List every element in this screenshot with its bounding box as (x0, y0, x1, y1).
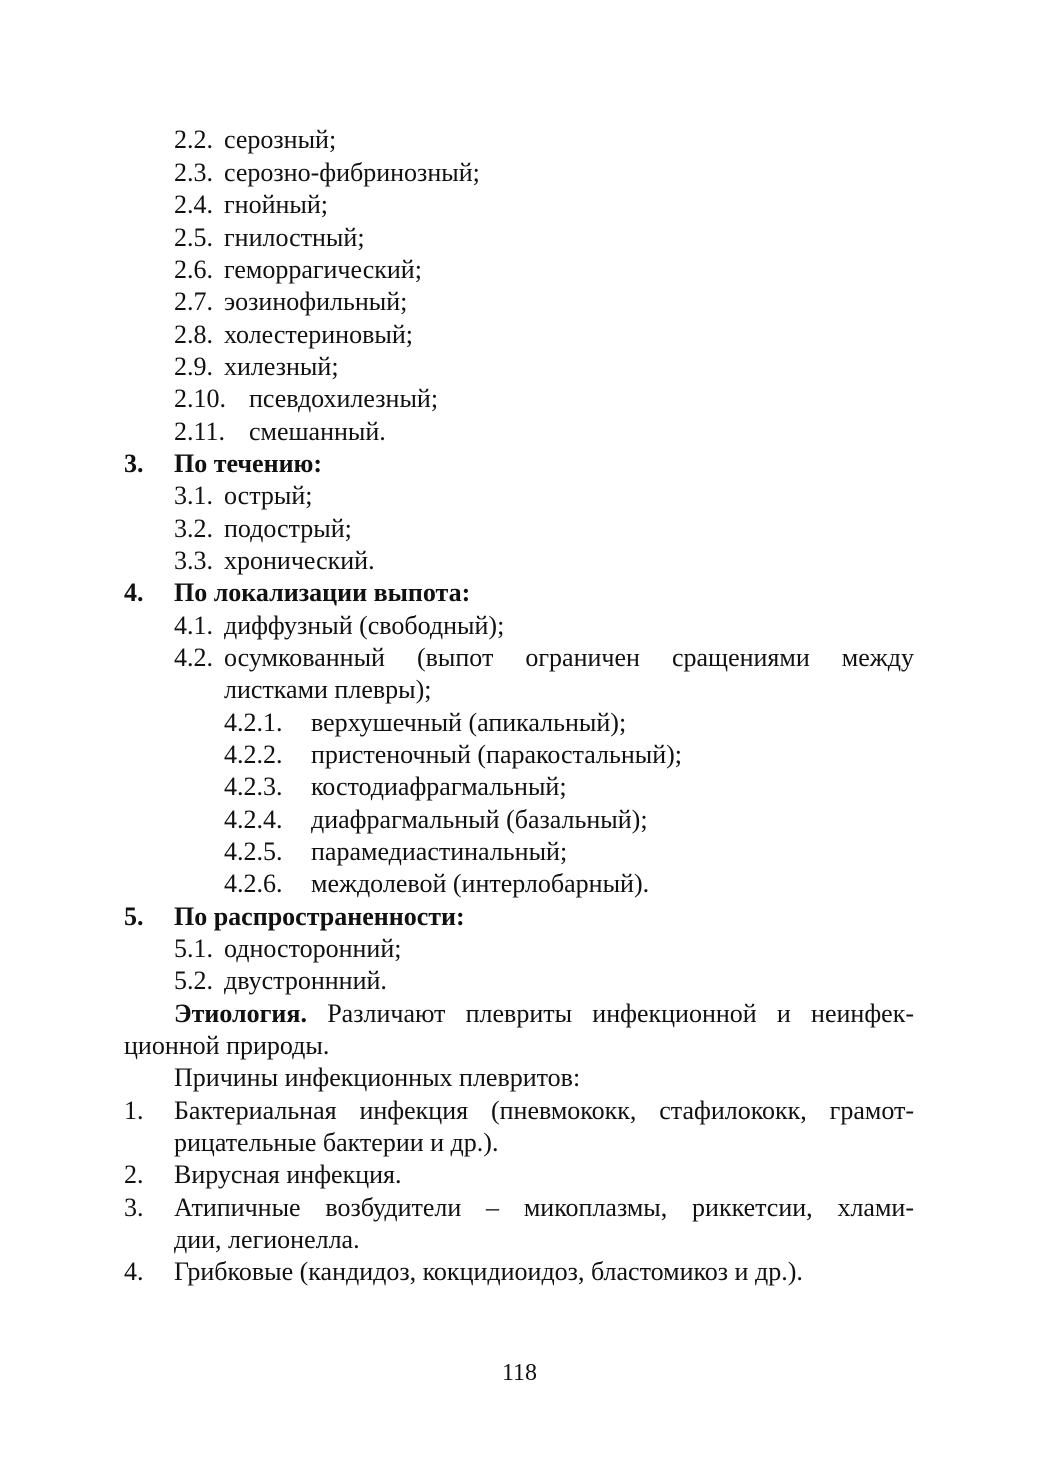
etiology-heading: Этиология. (174, 999, 307, 1028)
page-number: 118 (501, 1360, 538, 1386)
document-page: 2.2. серозный; 2.3. серозно-фибринозный; 2.4. гнойный; 2.5. гнилостный; 2.6. геморрагический; 2.7. эозинофильный; 2.8. холестериновый; 2.9. хилезный; 2.10. псевдохилезный; 2.11. смешанный. 3. По течению: 3.1. острый; 3.2. подострый; 3.3. хронический. 4. По локализации выпота: 4.1. диффузный (свободный); 4.2. осумкованный (выпот ограничен сращениями между листками плевры); 4.2.1. верхушечный (апикальный); 4.2.2. пристеночный (паракостальный); 4.2.3. костодиафрагмальный; 4.2.4. диафрагмальный (базальный); 4.2.5. парамедиастинальный; 4.2.6. междолевой (интерлобарный). 5. По распространенности: 5.1. односторонний; 5.2. двустроннний. Этиология. Различают плевриты инфекционной и неинфек- ционной природы. Причины инфекционных плевритов: 1. Бактериальная инфекция (пневмококк, стафилококк, грамот- рицательные бактерии и др.). 2. Вирусная инфекция. 3. Атипичные возбудители – микоплазмы, риккетсии, хлами- дии, легионелла. 4. Грибковые (кандидоз, кокцидиоидоз, бластомикоз и др.). 118 (0, 0, 1039, 1471)
